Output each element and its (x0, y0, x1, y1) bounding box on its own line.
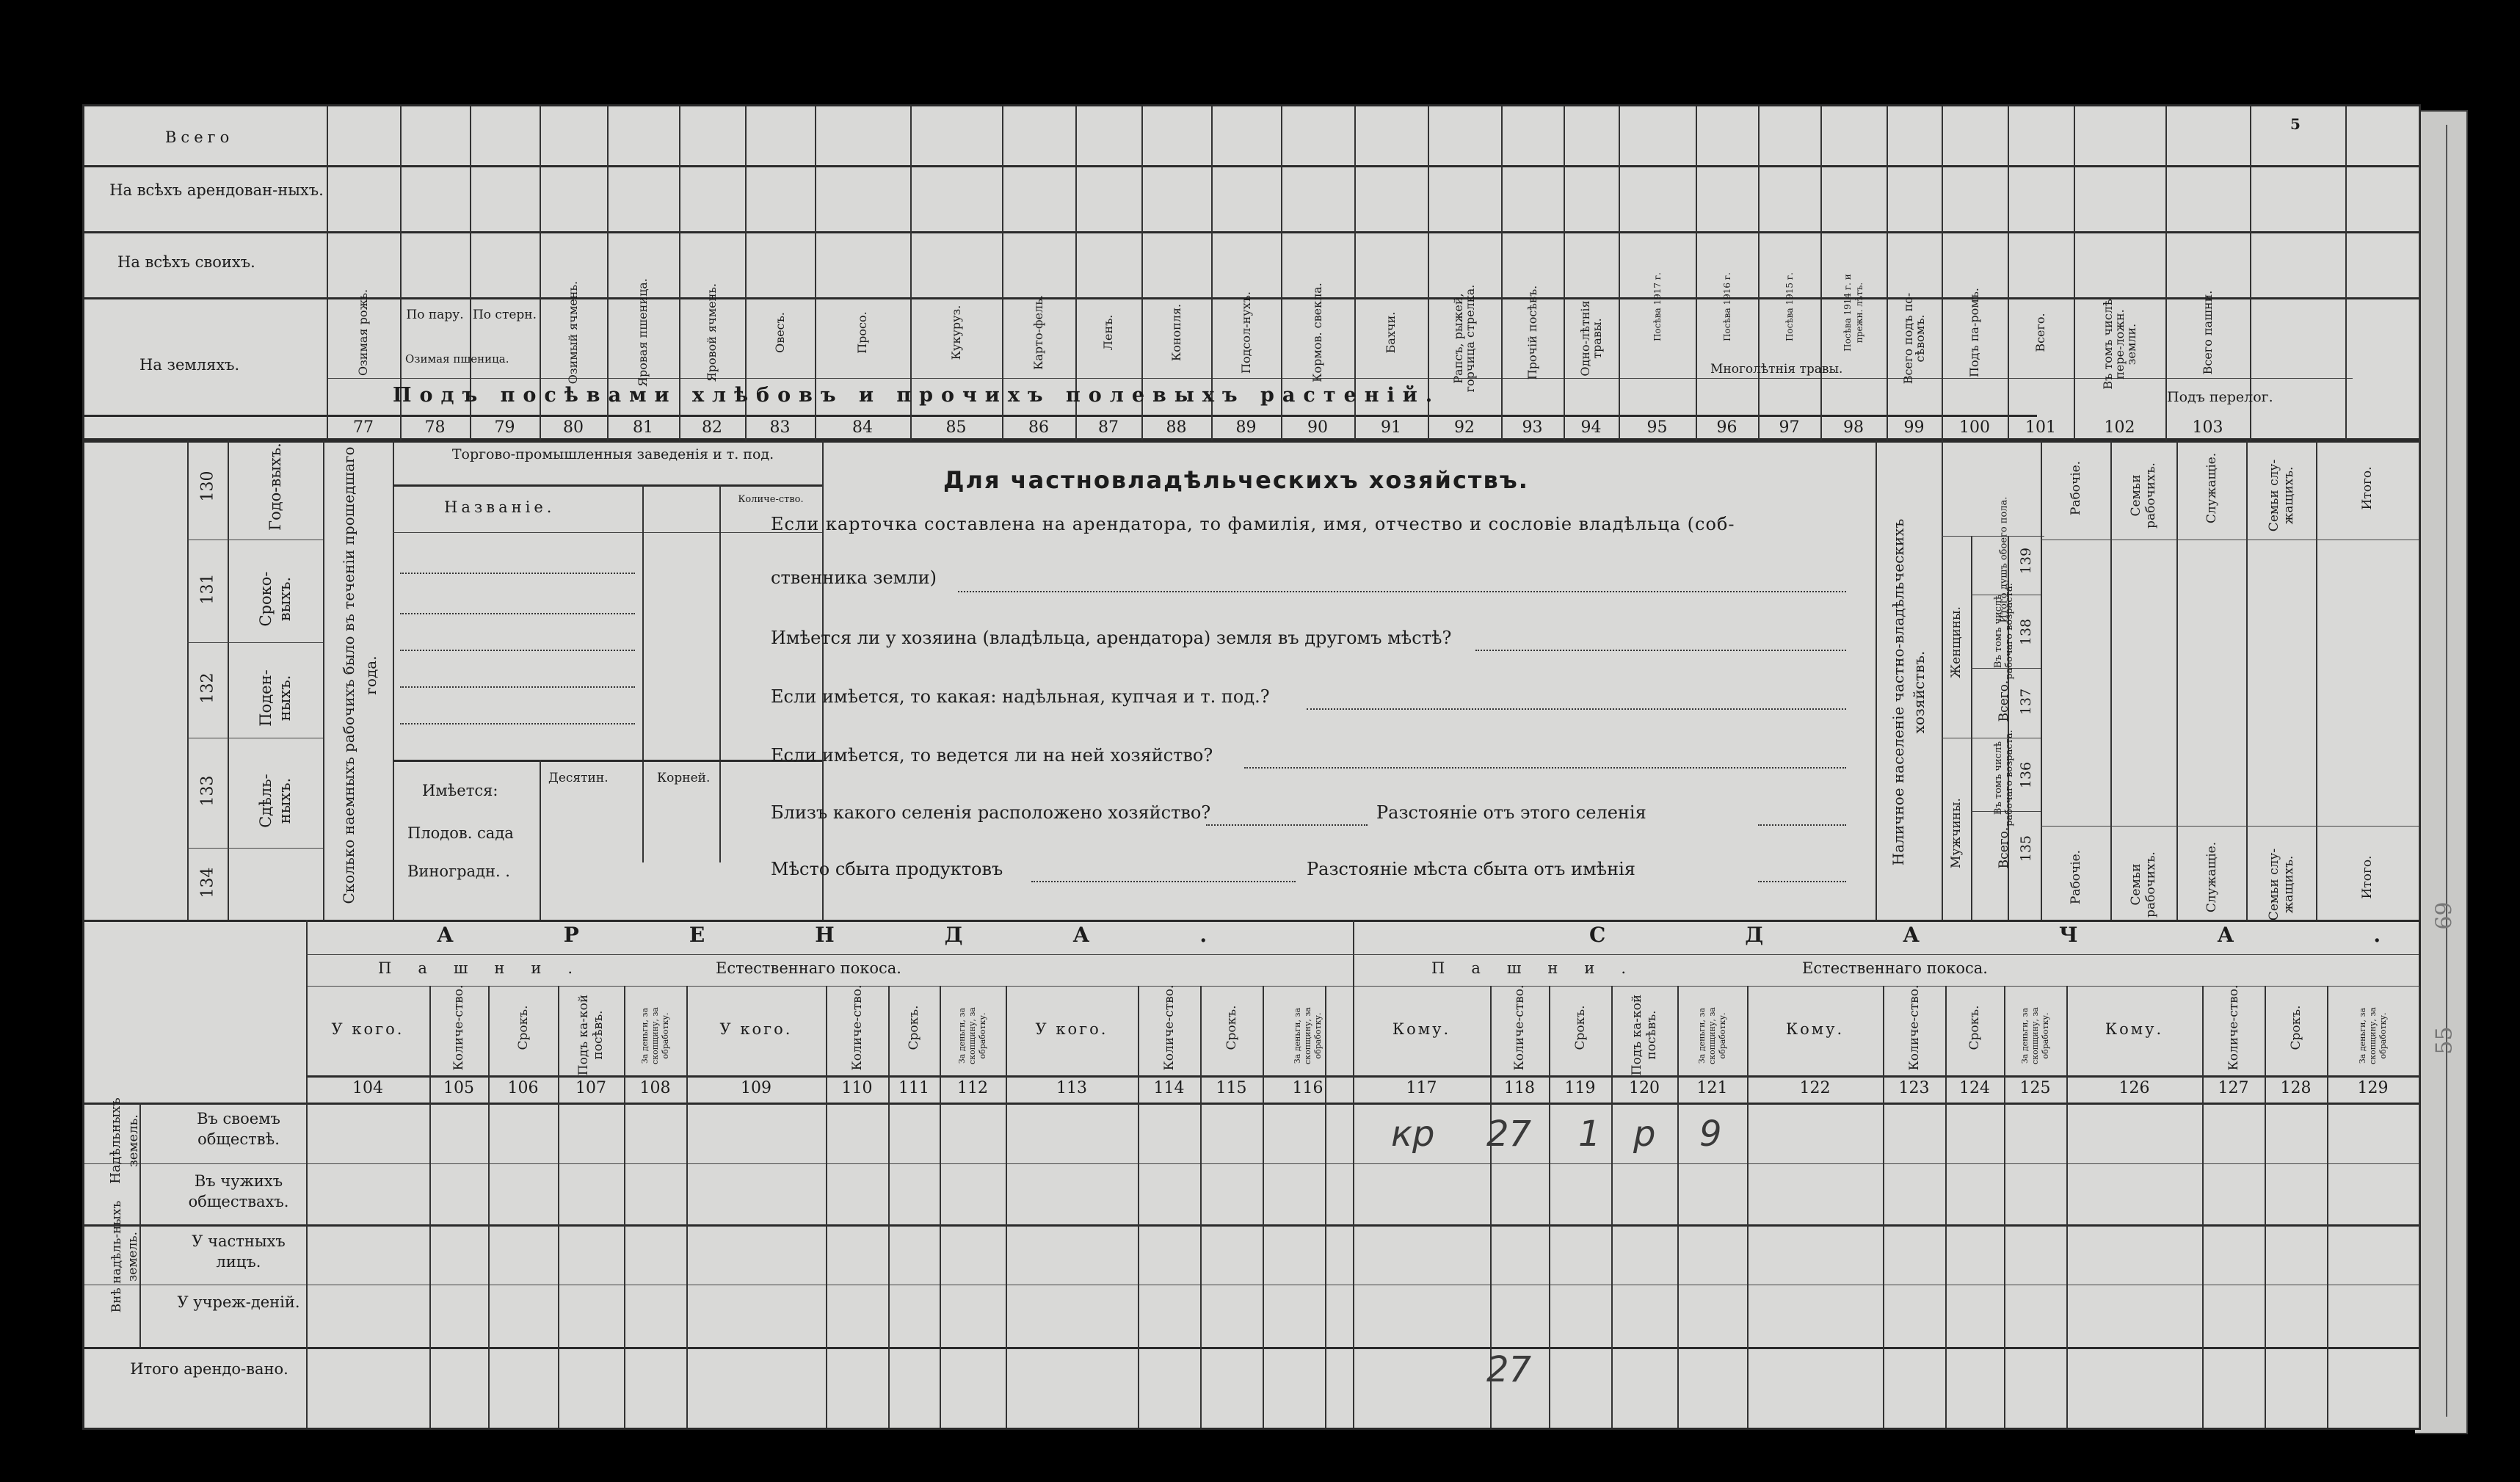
question-owner: Если карточка составлена на арендатора, то фамилiя, имя, отчество и сословiе владѣльца (соб- (771, 514, 1735, 534)
header-col: За деньги, за скопщину, за обработку. (2357, 1007, 2388, 1064)
rule (1006, 986, 1007, 1428)
header-col: За деньги, за скопщину, за обработку. (639, 1007, 670, 1064)
header-col: За деньги, за скопщину, за обработку. (2019, 1007, 2050, 1064)
col-number: 128 (2280, 1079, 2312, 1097)
trade-name-header: Названiе. (444, 498, 556, 516)
edge-mark: 55 (2431, 1026, 2458, 1055)
col-number: 84 (852, 418, 873, 437)
rule (84, 440, 2419, 443)
rule (1758, 106, 1760, 440)
header-col: За деньги, за скопщину, за обработку. (957, 1007, 987, 1064)
col-number: 86 (1028, 418, 1049, 437)
answer-line-market-distance[interactable] (1758, 881, 1846, 882)
header-col: Итого. (2360, 855, 2375, 899)
dotted-line (400, 723, 635, 724)
rule (2176, 440, 2178, 920)
population-title: Наличное населенiе частно-владѣльческихъ хозяйствъ. (1889, 518, 1928, 866)
men-working-age: Въ томъ числѣ рабочаго возраста. (1993, 730, 2015, 827)
rule (2110, 440, 2112, 920)
crop-header: Рапсъ, рыжей, горчица стрелка. (1451, 284, 1477, 393)
arenda-arable-header: Пашни. (378, 959, 600, 977)
header-col: Количе-ство. (451, 984, 466, 1071)
header-col: За деньги, за скопщину, за обработку. (1696, 1007, 1727, 1064)
col-number: 106 (507, 1079, 539, 1097)
rule (1501, 106, 1503, 440)
allotment-lands-label: Надѣльныхъ земель. (108, 1097, 141, 1184)
col-number: 135 (2018, 835, 2034, 862)
rule (2066, 986, 2068, 1428)
crops-banner: Подъ посѣвами хлѣбовъ и прочихъ полевыхъ растенiй. (393, 384, 1441, 407)
col-number: 123 (1898, 1079, 1930, 1097)
rule (393, 532, 822, 533)
rule (1942, 440, 1943, 920)
col-number: 126 (2118, 1079, 2150, 1097)
row-other-communities: Въ чужихъ обществахъ. (188, 1172, 289, 1210)
col-number: 136 (2018, 761, 2034, 789)
answer-line-land-type[interactable] (1307, 708, 1846, 710)
rule (1325, 986, 1326, 1428)
rule (2246, 440, 2248, 920)
workers-col-piece: Сдѣль-ныхъ. (257, 774, 294, 828)
rule (2008, 106, 2009, 440)
rule (1619, 106, 1620, 440)
trade-title: Торгово-промышленныя заведенiя и т. под. (451, 446, 774, 462)
header-col: У кого. (719, 1020, 793, 1038)
col-number: 121 (1696, 1079, 1728, 1097)
crop-header: Посѣва 1916 г. (1721, 272, 1732, 341)
col-number: 91 (1381, 418, 1401, 437)
non-allotment-lands-label: Внѣ надѣль-ныхъ земель. (109, 1200, 140, 1313)
handwritten-entry: р (1633, 1114, 1656, 1155)
header-col: Кому. (1785, 1020, 1845, 1038)
rule (327, 106, 328, 440)
col-number: 116 (1292, 1079, 1323, 1097)
page-edge-line (2416, 125, 2447, 1417)
answer-line-village-distance[interactable] (1758, 824, 1846, 826)
rule (540, 760, 541, 920)
crop-header: Ленъ. (1101, 314, 1115, 351)
men-total: Всего. (1997, 827, 2011, 869)
rule (84, 165, 2419, 167)
rule (558, 986, 559, 1428)
header-col: Служащiе. (2204, 841, 2219, 913)
answer-line-other-land[interactable] (1475, 650, 1846, 651)
rule (2202, 986, 2204, 1428)
rule (1696, 106, 1697, 440)
header-col: Срокъ. (2288, 1005, 2303, 1050)
rule (2004, 986, 2005, 1428)
rule (1677, 986, 1679, 1428)
rule (940, 986, 941, 1428)
rule (2419, 986, 2420, 1428)
col-number: 82 (702, 418, 722, 437)
garden-label: Плодов. сада (407, 824, 514, 842)
col-number: 137 (2018, 688, 2034, 716)
rule (393, 760, 822, 762)
rule (2265, 986, 2266, 1428)
rule (84, 1103, 2419, 1105)
rule (488, 986, 490, 1428)
header-col: Количе-ство. (1161, 984, 1177, 1071)
col-number: 99 (1903, 418, 1925, 437)
row-label-lands: На земляхъ. (139, 356, 240, 374)
col-number: 115 (1216, 1079, 1247, 1097)
col-number: 119 (1564, 1079, 1596, 1097)
col-number: 120 (1629, 1079, 1660, 1097)
col-number: 130 (198, 471, 217, 502)
fallow-label: Подъ перелог. (2167, 389, 2273, 405)
answer-line-market[interactable] (1031, 881, 1296, 882)
rule (84, 1224, 2419, 1227)
question-land-type: Если имѣется, то какая: надѣльная, купчая и т. под.? (771, 686, 1270, 707)
col-number: 97 (1779, 418, 1800, 437)
crop-header: Кормов. свекла. (1310, 283, 1324, 382)
col-number: 92 (1454, 418, 1475, 437)
question-other-land: Имѣется ли у хозяина (владѣльца, арендатора) земля въ другомъ мѣстѣ? (771, 628, 1452, 648)
crop-header: По стерн. (472, 308, 537, 322)
header-col: Срокъ. (1572, 1005, 1588, 1050)
women-working-age: Въ томъ числѣ рабочаго возраста. (1993, 583, 2015, 680)
rule (2041, 826, 2419, 827)
header-col: Семьи рабочихъ. (2129, 462, 2158, 528)
header-col: Кому. (2105, 1020, 2164, 1038)
header-col: У кого. (331, 1020, 404, 1038)
col-number: 80 (563, 418, 584, 437)
header-col: Семьи слу-жащихъ. (2266, 848, 2296, 921)
crop-header: Прочiй посѣвъ. (1525, 285, 1539, 380)
rule (2327, 986, 2328, 1428)
rule (1876, 440, 1877, 920)
header-col: У кого. (1035, 1020, 1108, 1038)
question-market-distance: Разстоянiе мѣста сбыта отъ имѣнiя (1307, 859, 1635, 879)
arenda-hayfield-header: Естественнаго покоса. (716, 959, 901, 977)
rule (393, 440, 394, 920)
rule (1263, 986, 1264, 1428)
rule (84, 1347, 2419, 1349)
private-title: Для частновладѣльческихъ хозяйствъ. (943, 466, 1529, 494)
rule (1138, 986, 1139, 1428)
col-number: 102 (2104, 418, 2135, 437)
col-number: 104 (352, 1079, 383, 1097)
dotted-line (400, 686, 635, 688)
rule (1611, 986, 1613, 1428)
rule (84, 415, 2037, 417)
col-number: 113 (1056, 1079, 1087, 1097)
sdacha-banner: СДАЧА. (1589, 923, 2520, 947)
rule (2041, 440, 2042, 920)
crop-header: Одно-лѣтнiя травы. (1577, 300, 1604, 377)
rule (1820, 106, 1822, 440)
rule (1887, 106, 1888, 440)
rule (642, 484, 644, 862)
rule (2316, 440, 2317, 920)
edge-mark: 69 (2431, 901, 2458, 930)
perennial-grasses-label: Многолѣтнiя травы. (1710, 362, 1843, 377)
crop-header: Всего. (2033, 313, 2047, 352)
crop-header: Всего пашни. (2200, 290, 2215, 375)
dotted-line (400, 650, 635, 651)
question-village-distance: Разстоянiе отъ этого селенiя (1376, 802, 1646, 823)
crop-header: По пару. (406, 308, 464, 322)
answer-line-village[interactable] (1206, 824, 1368, 826)
row-private-persons: У частныхъ лицъ. (192, 1232, 286, 1271)
row-label-total: Всего (165, 128, 234, 146)
col-number: 79 (494, 418, 515, 437)
women-total: Всего. (1997, 680, 2011, 722)
rule (393, 484, 822, 487)
rule (306, 954, 2419, 955)
rule (84, 231, 2419, 233)
rule (1971, 536, 1972, 920)
crop-header: Всего подъ по-сѣвомъ. (1900, 292, 1927, 385)
header-col: Количе-ство. (849, 984, 865, 1071)
header-col: Срокъ. (907, 1005, 921, 1050)
header-col: Срокъ. (1967, 1005, 1982, 1050)
col-number: 88 (1166, 418, 1187, 437)
rule (1942, 106, 1943, 440)
women-label: Женщины. (1949, 606, 1964, 678)
crop-header: Въ томъ числѣ пере-ложн. земли. (2100, 299, 2138, 390)
dotted-line (400, 573, 635, 574)
workers-title: Сколько наемныхъ рабочихъ было въ теченiи прошедшаго года. (340, 446, 380, 904)
row-label-rented: На всѣхъ арендован-ныхъ. (109, 181, 324, 199)
row-total-rented: Итого арендо-вано. (130, 1360, 288, 1378)
col-number: 132 (198, 672, 217, 704)
header-col: Итого. (2360, 466, 2375, 510)
header-col: Семьи рабочихъ. (2129, 851, 2158, 918)
rule (826, 986, 827, 1428)
crop-header: Посѣва 1914 г. и прежн. лѣтъ. (1842, 274, 1864, 352)
header-col: Рабочiе. (2068, 460, 2083, 516)
col-number: 89 (1235, 418, 1257, 437)
rule (2074, 106, 2075, 440)
crop-header: Кукуруз. (948, 305, 963, 360)
rule (187, 848, 323, 849)
col-number: 83 (769, 418, 791, 437)
rule (1549, 986, 1550, 1428)
col-number: 127 (2218, 1079, 2249, 1097)
crop-header: Подсол-нухъ. (1238, 291, 1253, 374)
header-col: Кому. (1392, 1020, 1451, 1038)
rule (306, 1075, 2419, 1078)
row-institutions: У учреж-денiй. (177, 1293, 300, 1311)
col-number: 105 (443, 1079, 474, 1097)
col-number: 133 (198, 775, 217, 807)
col-number: 108 (639, 1079, 671, 1097)
header-col: Срокъ. (1224, 1005, 1239, 1050)
rule (84, 1163, 2419, 1164)
row-label-own: На всѣхъ своихъ. (117, 253, 255, 271)
rule (1883, 986, 1884, 1428)
crop-header: Просо. (855, 311, 869, 354)
rule (306, 986, 2419, 987)
question-village: Близъ какого селенiя расположено хозяйство? (771, 802, 1211, 823)
arenda-banner: АРЕНДА. (437, 923, 1318, 947)
question-owner-cont: ственника земли) (771, 567, 937, 588)
total-persons-label: Итого душъ обоего пола. (1998, 496, 2010, 623)
header-col: Количе-ство. (1906, 984, 1922, 1071)
col-number: 100 (1959, 418, 1990, 437)
row-own-community: Въ своемъ обществѣ. (197, 1110, 280, 1148)
crop-header: Яровой ячмень. (705, 283, 719, 382)
workers-col-yearly: Годо-выхъ. (266, 443, 284, 531)
sdacha-arable-header: Пашни. (1431, 959, 1653, 977)
col-number: 94 (1580, 418, 1602, 437)
trade-qty-header: Количе-ство. (738, 494, 804, 505)
vineyard-label: Виноградн. . (407, 862, 510, 880)
col-number: 114 (1153, 1079, 1185, 1097)
crop-header: Посѣва 1915 г. (1784, 272, 1795, 341)
col-number: 95 (1646, 418, 1668, 437)
col-number: 77 (353, 418, 374, 437)
crop-header: Яровая пшеница. (636, 278, 650, 387)
has-label: Имѣется: (422, 782, 498, 799)
handwritten-entry: кр (1391, 1114, 1435, 1155)
col-number: 110 (841, 1079, 873, 1097)
sdacha-hayfield-header: Естественнаго покоса. (1802, 959, 1988, 977)
col-number: 139 (2018, 547, 2034, 575)
header-col: Количе-ство. (2226, 984, 2241, 1071)
header-col: Подъ ка-кой посѣвъ. (1630, 994, 1659, 1076)
col-number: 103 (2192, 418, 2223, 437)
crop-header: Овесъ. (772, 312, 787, 353)
crop-header: Озимый ячмень. (566, 280, 580, 385)
rule (1747, 986, 1749, 1428)
col-number: 109 (741, 1079, 771, 1097)
col-number: 112 (957, 1079, 988, 1097)
rule (624, 986, 625, 1428)
rule (1564, 106, 1565, 440)
col-number: 111 (898, 1079, 929, 1097)
roots-header: Корней. (657, 771, 711, 785)
rule (1353, 986, 1354, 1428)
desyatin-header: Десятин. (548, 771, 609, 785)
rule (327, 378, 2353, 379)
col-number: 93 (1522, 418, 1543, 437)
rule (306, 986, 308, 1428)
col-number: 96 (1716, 418, 1738, 437)
rule (2345, 106, 2347, 440)
answer-line-owner[interactable] (958, 591, 1846, 592)
col-number: 125 (2019, 1079, 2051, 1097)
col-number: 107 (575, 1079, 606, 1097)
rule (1945, 986, 1947, 1428)
handwritten-entry: 9 (1699, 1114, 1722, 1155)
rule (1200, 986, 1202, 1428)
header-col: Рабочiе. (2068, 849, 2083, 905)
question-farming: Если имѣется, то ведется ли на ней хозяйство? (771, 745, 1213, 766)
question-market: Мѣсто сбыта продуктовъ (771, 859, 1003, 879)
rule (2419, 440, 2420, 920)
rule (2419, 106, 2420, 440)
col-number: 118 (1504, 1079, 1535, 1097)
handwritten-total: 27 (1486, 1349, 1532, 1390)
header-col: За деньги, за скопщину, за обработку. (1292, 1007, 1323, 1064)
crop-header: Озимая рожь. (356, 288, 370, 377)
col-number: 90 (1307, 418, 1328, 437)
col-number: 131 (198, 573, 217, 605)
rule (429, 986, 431, 1428)
rule (822, 440, 824, 920)
crop-header: Карто-фель. (1031, 295, 1045, 371)
col-number: 101 (2025, 418, 2056, 437)
workers-col-daily: Поден-ныхъ. (257, 669, 294, 727)
crop-header: Посѣва 1917 г. (1652, 272, 1663, 341)
margin-mark: 5 (2290, 115, 2301, 133)
col-number: 134 (198, 867, 217, 898)
rule (888, 986, 890, 1428)
col-number: 78 (424, 418, 446, 437)
col-number: 81 (633, 418, 653, 437)
rule (686, 986, 688, 1428)
answer-line-farming[interactable] (1244, 767, 1846, 769)
col-number: 87 (1098, 418, 1119, 437)
handwritten-entry: 1 (1578, 1114, 1601, 1155)
col-number: 98 (1843, 418, 1864, 437)
dotted-line (400, 613, 635, 614)
rule (719, 484, 721, 862)
winter-wheat-label: Озимая пшеница. (405, 352, 509, 366)
crop-header: Подъ па-ромъ. (1967, 288, 1981, 377)
col-number: 117 (1406, 1079, 1437, 1097)
header-col: Семьи слу-жащихъ. (2266, 459, 2296, 532)
workers-col-term: Сроко-выхъ. (257, 571, 294, 627)
col-number: 129 (2357, 1079, 2389, 1097)
header-col: Служащiе. (2204, 452, 2219, 524)
handwritten-entry: 27 (1486, 1114, 1532, 1155)
crop-header: Конопля. (1169, 303, 1183, 362)
crop-header: Бахчи. (1384, 311, 1398, 354)
col-number: 124 (1959, 1079, 1990, 1097)
men-label: Мужчины. (1949, 798, 1964, 868)
header-col: Срокъ. (515, 1005, 531, 1050)
rule (323, 440, 324, 920)
col-number: 122 (1799, 1079, 1831, 1097)
header-col: Количе-ство. (1512, 984, 1527, 1071)
col-number: 138 (2018, 618, 2034, 646)
rule (187, 642, 323, 643)
col-number: 85 (945, 418, 967, 437)
header-col: Подъ ка-кой посѣвъ. (576, 994, 606, 1076)
